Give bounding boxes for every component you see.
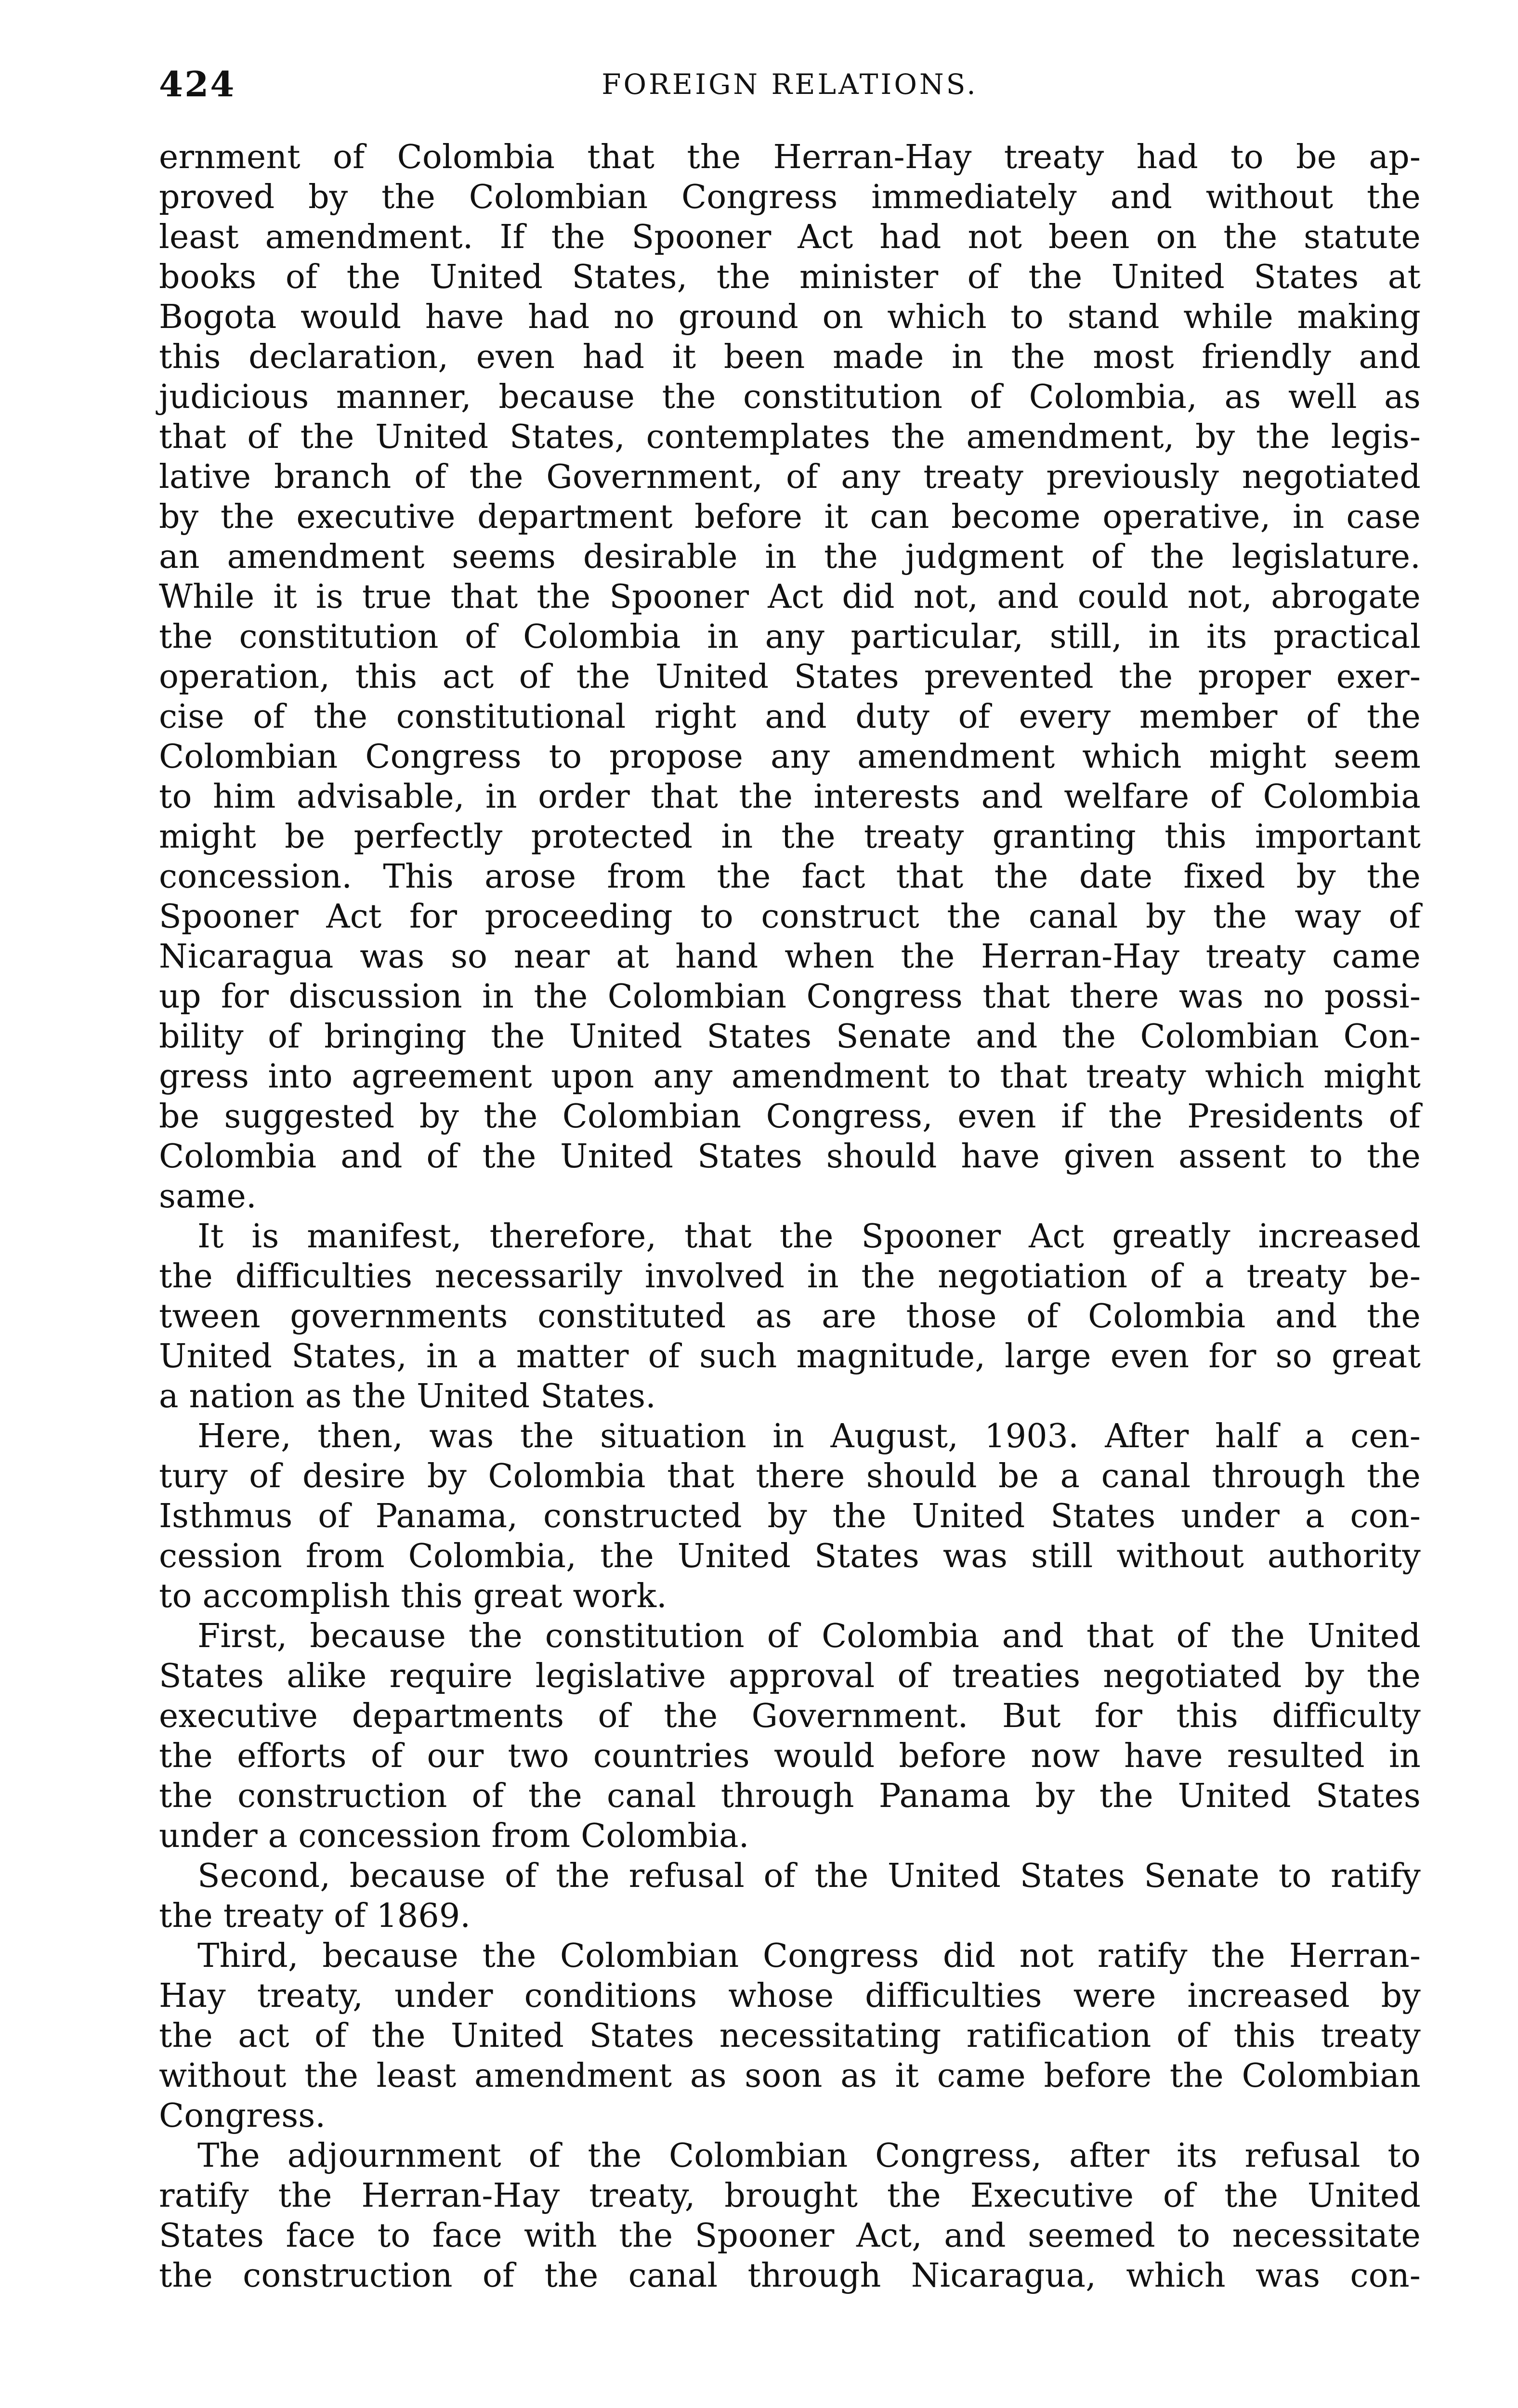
text-line: the difficulties necessarily involved in the negotiation of a treaty be- [159,1257,1421,1296]
text-line: a nation as the United States. [159,1377,656,1415]
text-line: tury of desire by Colombia that there should be a canal through the [159,1457,1421,1495]
text-line: While it is true that the Spooner Act did not, and could not, abrogate [159,578,1421,616]
text-line: concession. This arose from the fact that the date fixed by the [159,858,1421,896]
text-line: Colombian Congress to propose any amendment which might seem [159,738,1421,776]
text-line: this declaration, even had it been made in the most friendly and [159,338,1421,376]
text-line: ratify the Herran-Hay treaty, brought the Executive of the United [159,2177,1421,2215]
text-line: books of the United States, the minister of the United States at [159,258,1421,296]
text-line: Isthmus of Panama, constructed by the United States under a con- [159,1497,1421,1535]
text-line: Congress. [159,2097,326,2135]
page-header [159,58,1421,111]
text-line: the act of the United States necessitating ratification of this treaty [159,2017,1421,2055]
text-line: up for discussion in the Colombian Congress that there was no possi- [159,978,1421,1016]
page-number: 424 [159,64,236,105]
text-line: the constitution of Colombia in any particular, still, in its practical [159,618,1421,656]
text-line: cession from Colombia, the United States was still without authority [159,1537,1421,1575]
text-line: ernment of Colombia that the Herran-Hay treaty had to be ap- [159,138,1421,176]
text-line: an amendment seems desirable in the judgment of the legislature. [159,538,1421,576]
body-text [159,137,1421,2296]
text-line: Spooner Act for proceeding to construct the canal by the way of [159,898,1421,936]
text-line: the treaty of 1869. [159,1897,471,1935]
text-line: under a concession from Colombia. [159,1817,749,1855]
running-head: FOREIGN RELATIONS. [602,68,978,101]
text-line: Hay treaty, under conditions whose difficulties were increased by [159,1977,1421,2015]
text-line: the construction of the canal through Nicaragua, which was con- [159,2257,1421,2295]
text-line: to accomplish this great work. [159,1577,667,1615]
text-line: to him advisable, in order that the interests and welfare of Colombia [159,778,1421,816]
text-line: Colombia and of the United States should have given assent to the [159,1138,1421,1176]
text-line: might be perfectly protected in the treaty granting this important [159,818,1421,856]
text-line: United States, in a matter of such magnitude, large even for so great [159,1337,1421,1375]
text-line: operation, this act of the United States prevented the proper exer- [159,658,1421,696]
text-line: States alike require legislative approval of treaties negotiated by the [159,1657,1421,1695]
text-line: The adjournment of the Colombian Congress, after its refusal to [197,2137,1421,2175]
text-line: It is manifest, therefore, that the Spooner Act greatly increased [197,1217,1421,1256]
text-line: Nicaragua was so near at hand when the Herran-Hay treaty came [159,938,1421,976]
text-line: States face to face with the Spooner Act, and seemed to necessitate [159,2217,1421,2255]
text-line: that of the United States, contemplates the amendment, by the legis- [159,418,1421,456]
text-line: Second, because of the refusal of the United States Senate to ratify [197,1857,1421,1895]
text-line: lative branch of the Government, of any treaty previously negotiated [159,458,1421,496]
text-line: the construction of the canal through Panama by the United States [159,1777,1421,1815]
text-line: without the least amendment as soon as it came before the Colombian [159,2057,1421,2095]
text-line: executive departments of the Government. But for this difficulty [159,1697,1421,1735]
text-line: proved by the Colombian Congress immediately and without the [159,178,1421,216]
text-line: same. [159,1178,257,1216]
text-line: by the executive department before it can become operative, in case [159,498,1421,536]
text-line: least amendment. If the Spooner Act had not been on the statute [159,218,1421,256]
text-line: be suggested by the Colombian Congress, even if the Presidents of [159,1098,1421,1136]
text-line: the efforts of our two countries would before now have resulted in [159,1737,1421,1775]
text-line: gress into agreement upon any amendment to that treaty which might [159,1058,1421,1096]
text-line: First, because the constitution of Colombia and that of the United [197,1617,1421,1655]
text-line: cise of the constitutional right and duty of every member of the [159,698,1421,736]
text-line: Here, then, was the situation in August, 1903. After half a cen- [197,1417,1421,1455]
text-line: tween governments constituted as are those of Colombia and the [159,1297,1421,1335]
text-line: judicious manner, because the constitution of Colombia, as well as [159,378,1421,416]
text-line: Bogota would have had no ground on which to stand while making [159,298,1421,336]
text-line: Third, because the Colombian Congress did not ratify the Herran- [197,1937,1421,1975]
text-line: bility of bringing the United States Senate and the Colombian Con- [159,1018,1421,1056]
